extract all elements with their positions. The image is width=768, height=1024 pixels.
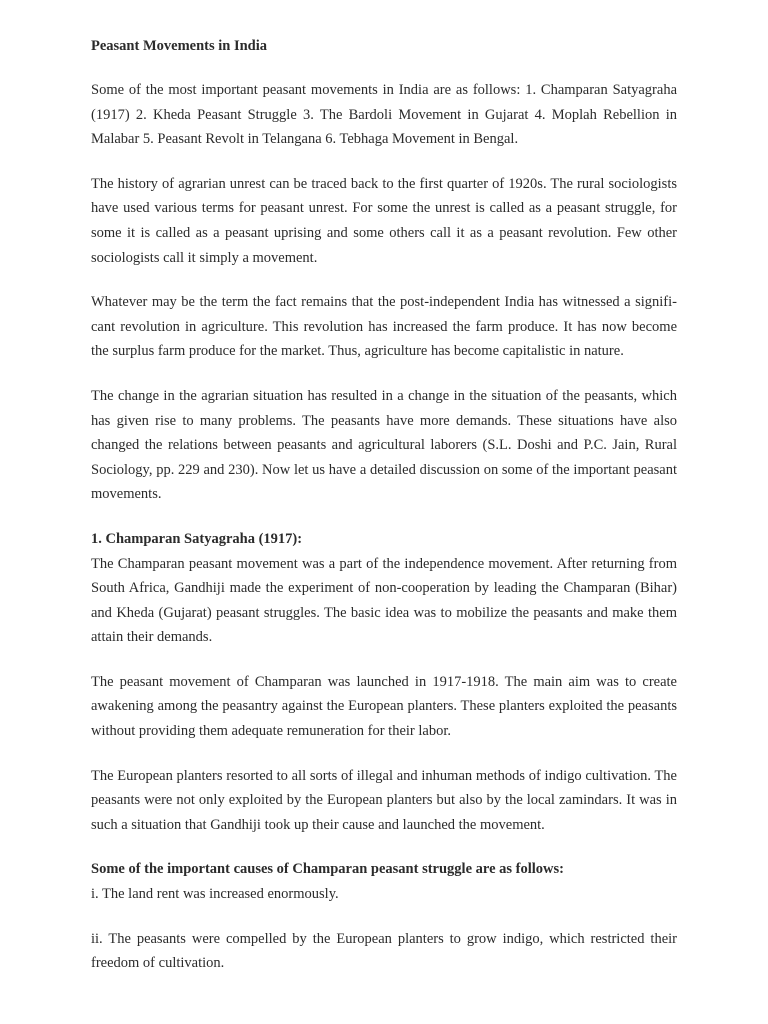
intro-paragraph: Some of the most important peasant movements in India are as follows: 1. Champaran Satyagraha (1917) 2. Kheda Peasant Struggle 3. The Bardoli Movement in Gujarat 4. Moplah Rebellion in Malabar 5. Peasant Revolt in Telangana 6. Tebhaga Movement in Bengal.	[91, 82, 677, 148]
document-title: Peasant Movements in India	[91, 38, 268, 54]
champaran-launch-paragraph: The peasant movement of Champaran was launched in 1917-1918. The main aim was to create awakening among the peasantry against the European planters. These planters exploited the peasants without providing them adequate remuneration for their labor.	[91, 673, 677, 740]
champaran-intro-paragraph: The Champaran peasant movement was a part of the independence movement. After returning from South Africa, Gandhiji made the experiment of non-cooperation by leading the Champaran (Bihar) and Kheda (Gujarat) peasant struggles. The basic idea was to mobilize the peasants and make them attain their demands.	[91, 555, 677, 646]
agrarian-unrest-paragraph: The history of agrarian unrest can be traced back to the first quarter of 1920s. The rural sociologists have used various terms for peasant unrest. For some the unrest is called as a peasant struggle, for some it is called as a peasant uprising and some others call it as a peasant revolution. Few other sociologists call it simply a movement.	[91, 175, 677, 266]
agrarian-change-paragraph: The change in the agrarian situation has resulted in a change in the situation of the peasants, which has given rise to many problems. The peasants have more demands. These situations have also changed the relations between peasants and agricultural laborers (S.L. Doshi and P.C. Jain, Rural Sociology, pp. 229 and 230). Now let us have a detailed discussion on some of the important peasant movements.	[91, 387, 677, 503]
causes-heading: Some of the important causes of Champaran peasant struggle are as follows:	[91, 861, 564, 878]
cause-item-1: i. The land rent was increased enormously.	[91, 886, 339, 903]
european-planters-paragraph: The European planters resorted to all sorts of illegal and inhuman methods of indigo cultivation. The peasants were not only exploited by the European planters but also by the local zamindars. It was in such a situation that Gandhiji took up their cause and launched the movement.	[91, 767, 677, 833]
post-independence-paragraph: Whatever may be the term the fact remains that the post-independent India has witnessed a signifi-cant revolution in agriculture. This revolution has increased the farm produce. It has now become the surplus farm produce for the market. Thus, agriculture has become capitalistic in nature.	[91, 294, 677, 360]
cause-item-2: ii. The peasants were compelled by the European planters to grow indigo, which restricted their freedom of cultivation.	[91, 930, 677, 972]
champaran-heading: 1. Champaran Satyagraha (1917):	[91, 530, 303, 547]
document-page	[91, 34, 677, 996]
